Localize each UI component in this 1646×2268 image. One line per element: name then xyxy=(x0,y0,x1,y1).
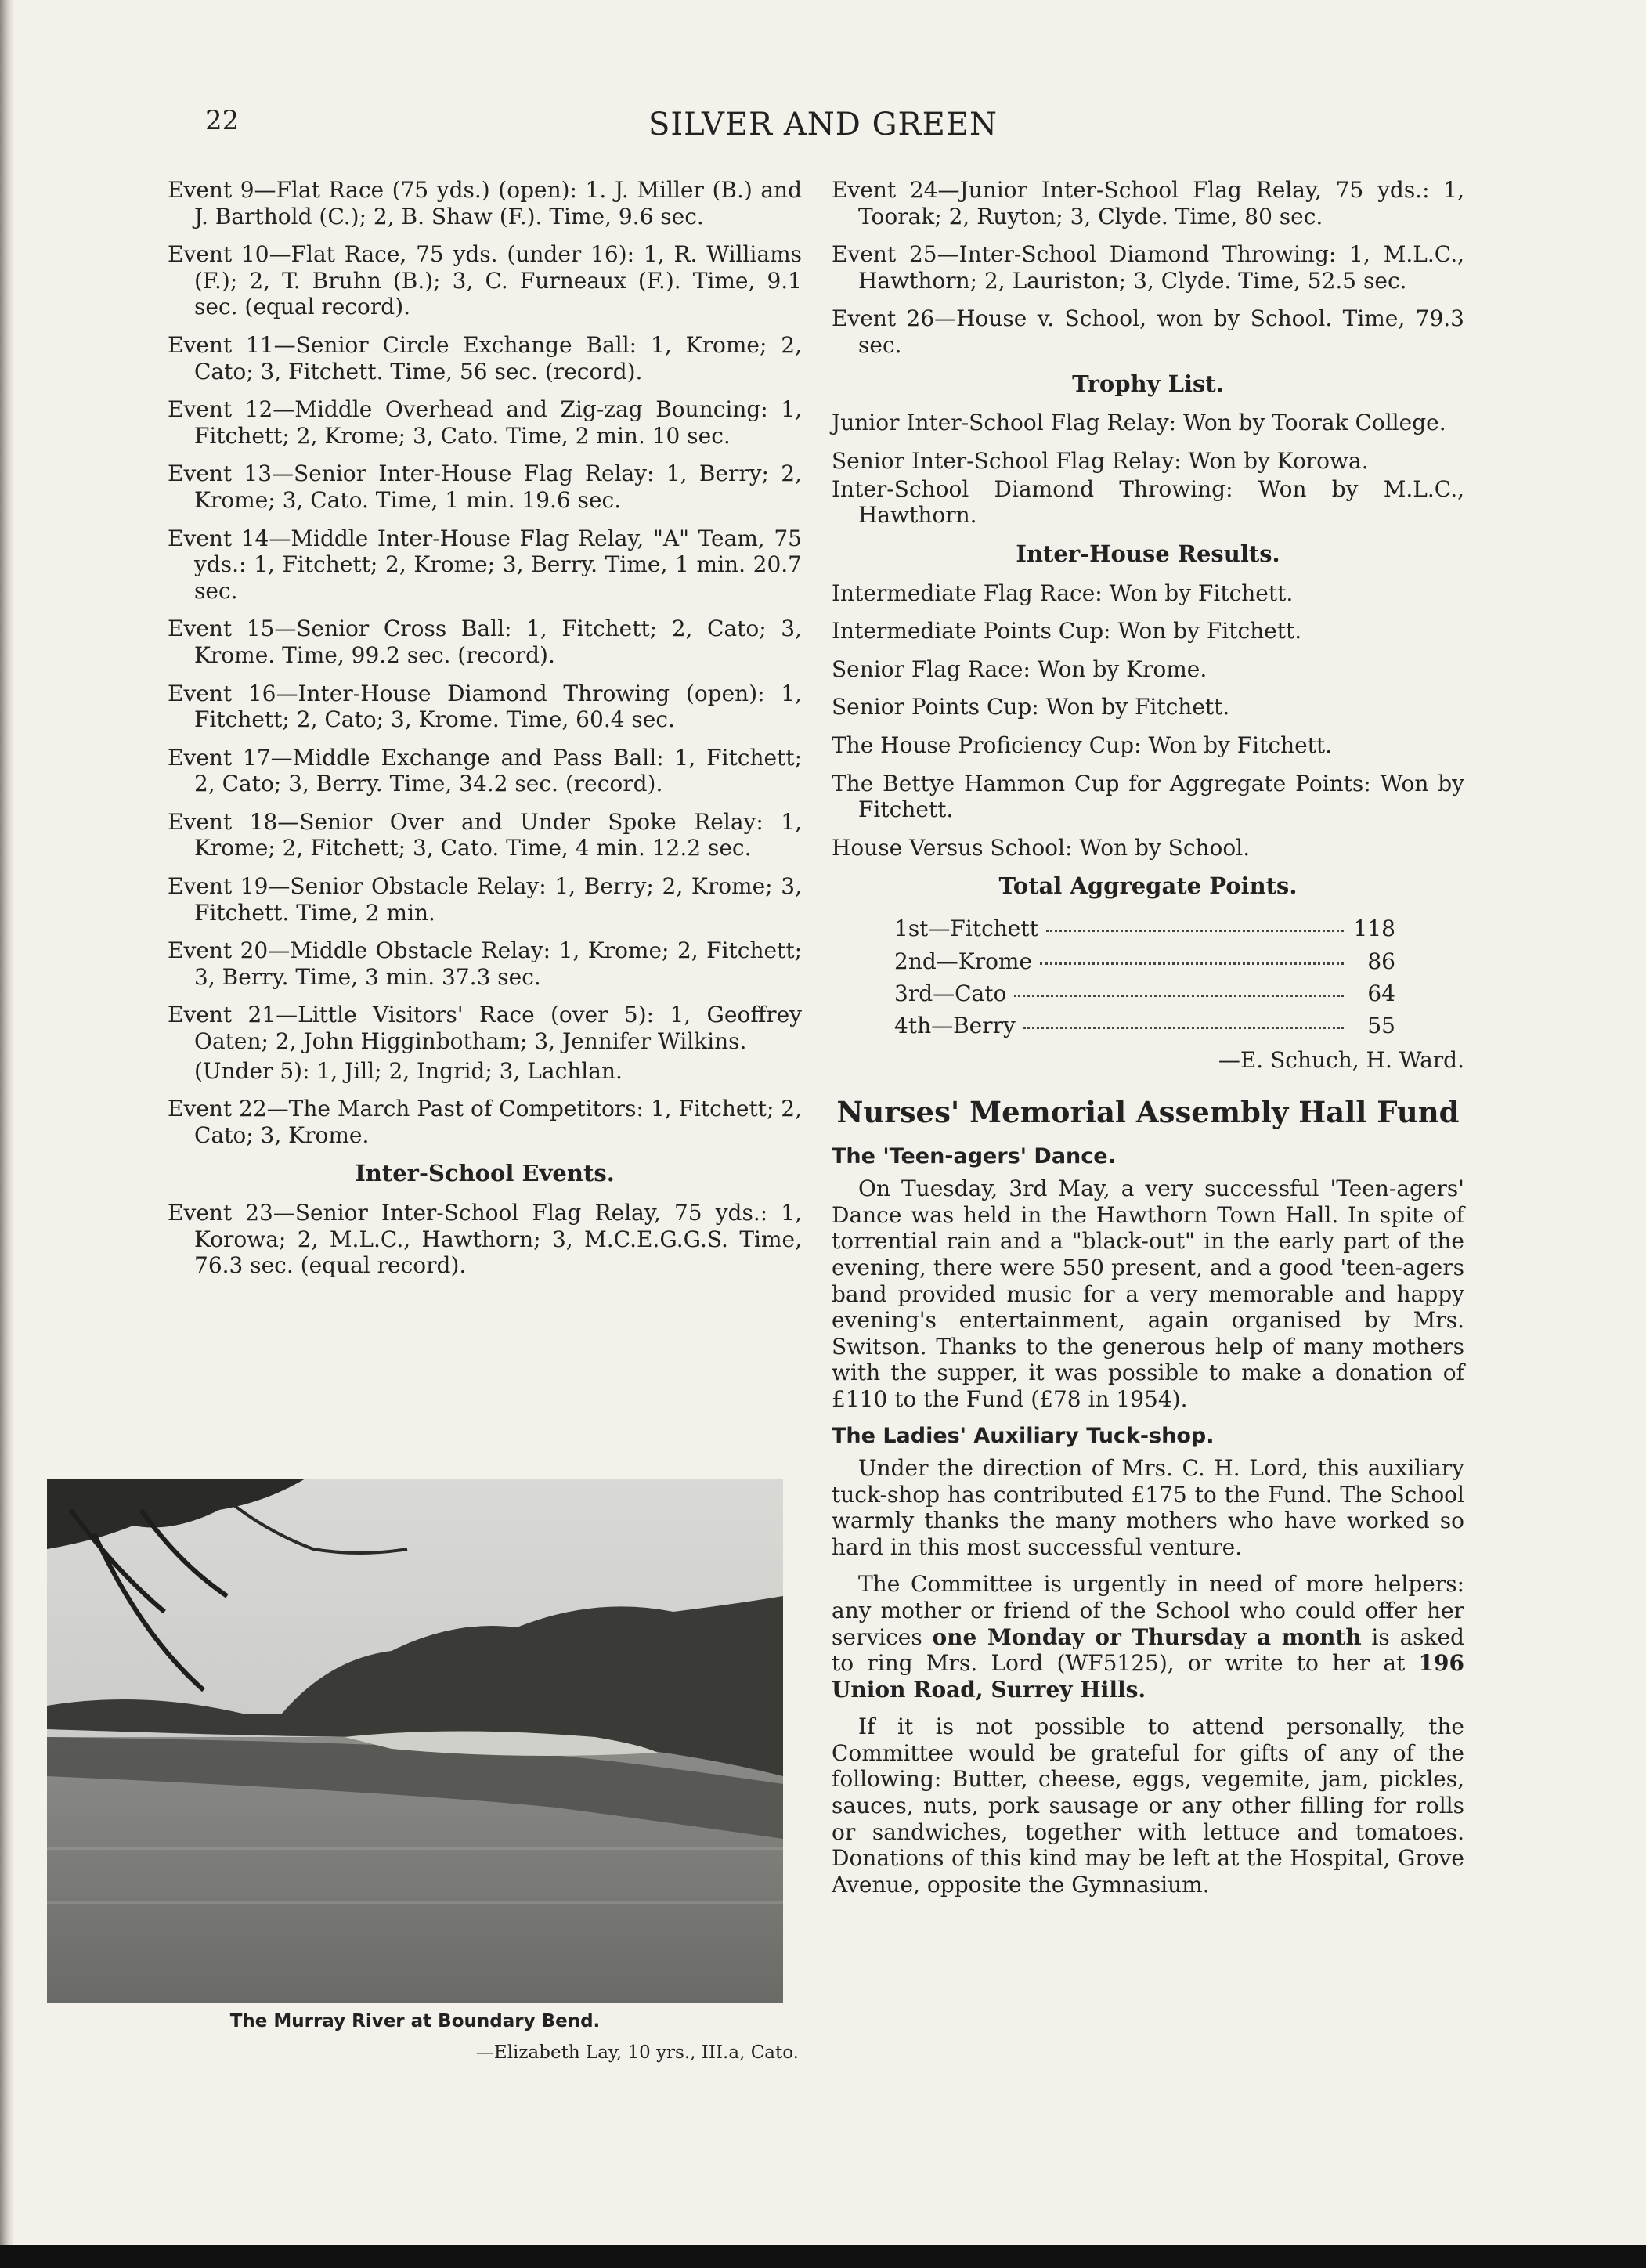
page-number: 22 xyxy=(205,105,240,136)
event-entry: Event 25—Inter-School Diamond Throwing: 1, M.L.C., Hawthorn; 2, Lauriston; 3, Clyde. Time, 52.5 sec. xyxy=(832,241,1464,294)
event-entry: Event 19—Senior Obstacle Relay: 1, Berry; 2, Krome; 3, Fitchett. Time, 2 min. xyxy=(168,873,802,926)
inter-house-entry: Senior Points Cup: Won by Fitchett. xyxy=(832,694,1230,720)
running-head-title: SILVER AND GREEN xyxy=(648,107,998,143)
inter-house-entry: The House Proficiency Cup: Won by Fitchett. xyxy=(832,731,1333,758)
dance-heading: The 'Teen-agers' Dance. xyxy=(832,1143,1116,1168)
event-entry: Event 16—Inter-House Diamond Throwing (open): 1, Fitchett; 2, Cato; 3, Krome. Time, 60.4 sec. xyxy=(168,680,802,733)
tuckshop-paragraph-gifts: If it is not possible to attend personally, the Committee would be grateful for gifts of any of the following: Butter, cheese, eggs, vegemite, jam, pickles, sauces, nuts, pork sausage or any other filling for rolls or sandwiches, together with lettuce and tomatoes. Donations of this kind may be left at the Hospital, Grove Avenue, opposite the Gymnasium. xyxy=(832,1714,1464,1898)
event-entry: Event 10—Flat Race, 75 yds. (under 16): 1, R. Williams (F.); 2, T. Bruhn (B.); 3, C. Furneaux (F.). Time, 9.1 sec. (equal record). xyxy=(168,241,802,320)
aggregate-points: 64 xyxy=(1367,980,1395,1006)
event-entry: Event 18—Senior Over and Under Spoke Relay: 1, Krome; 2, Fitchett; 3, Cato. Time, 4 min. 12.2 sec. xyxy=(168,808,802,861)
inter-house-heading: Inter-House Results. xyxy=(1016,540,1280,567)
leader-dots xyxy=(1040,945,1344,965)
event-entry: Event 15—Senior Cross Ball: 1, Fitchett; 2, Cato; 3, Krome. Time, 99.2 sec. (record). xyxy=(168,616,802,668)
page-spine-shadow xyxy=(0,0,14,2268)
trophy-entry: Inter-School Diamond Throwing: Won by M.L.C., Hawthorn. xyxy=(832,475,1464,529)
event-entry: Event 12—Middle Overhead and Zig-zag Bouncing: 1, Fitchett; 2, Krome; 3, Cato. Time, 2 min. 10 sec. xyxy=(168,396,802,449)
aggregate-row xyxy=(894,945,1395,977)
trophy-entry: Junior Inter-School Flag Relay: Won by Toorak College. xyxy=(832,410,1446,436)
aggregate-place: 2nd—Krome xyxy=(894,948,1033,974)
dance-paragraph: On Tuesday, 3rd May, a very successful 'Teen-agers' Dance was held in the Hawthorn Town Hall. In spite of torrential rain and a "black-out" in the early part of the evening, there were 550 present, and a good 'teen-agers band provided music for a very memorable and happy evening's entertainment, again organised by Mrs. Switson. Thanks to the generous help of many mothers with the supper, it was possible to make a donation of £110 to the Fund (£78 in 1954). xyxy=(832,1176,1464,1412)
event-entry: Event 11—Senior Circle Exchange Ball: 1, Krome; 2, Cato; 3, Fitchett. Time, 56 sec. (record). xyxy=(168,331,802,385)
event-entry: Event 21—Little Visitors' Race (over 5): 1, Geoffrey Oaten; 2, John Higginbotham; 3, Jennifer Wilkins. xyxy=(168,1002,802,1055)
aggregate-points: 55 xyxy=(1367,1013,1395,1039)
inter-house-entry: Senior Flag Race: Won by Krome. xyxy=(832,655,1207,682)
river-photo-image xyxy=(47,1479,783,2003)
tuckshop-paragraph: Under the direction of Mrs. C. H. Lord, this auxiliary tuck-shop has contributed £175 to the Fund. The School warmly thanks the many mothers who have worked so hard in this most successful venture. xyxy=(832,1454,1464,1560)
aggregate-place: 1st—Fitchett xyxy=(894,916,1038,942)
event-entry: Event 22—The March Past of Competitors: 1, Fitchett; 2, Cato; 3, Krome. xyxy=(168,1096,802,1148)
scan-edge xyxy=(0,2245,1646,2268)
murray-river-photo xyxy=(47,1479,783,2003)
event-entry: Event 13—Senior Inter-House Flag Relay: 1, Berry; 2, Krome; 3, Cato. Time, 1 min. 19.6 sec. xyxy=(168,460,802,513)
leader-dots xyxy=(1046,912,1344,932)
event-entry: Event 17—Middle Exchange and Pass Ball: 1, Fitchett; 2, Cato; 3, Berry. Time, 34.2 sec. (record). xyxy=(168,744,802,797)
helpers-text: The Committee is urgently in need of more helpers: any mother or friend of the School who could offer her services xyxy=(832,1571,1464,1650)
inter-house-entry: Intermediate Points Cup: Won by Fitchett. xyxy=(832,618,1302,645)
event-entry: Event 24—Junior Inter-School Flag Relay, 75 yds.: 1, Toorak; 2, Ruyton; 3, Clyde. Time, 80 sec. xyxy=(832,177,1464,229)
photo-caption: The Murray River at Boundary Bend. xyxy=(229,2011,601,2031)
aggregate-row xyxy=(894,912,1395,944)
aggregate-row xyxy=(894,1009,1395,1042)
helpers-days: one Monday or Thursday a month xyxy=(932,1623,1362,1650)
tuckshop-heading: The Ladies' Auxiliary Tuck-shop. xyxy=(832,1423,1215,1448)
photo-credit: —Elizabeth Lay, 10 yrs., III.a, Cato. xyxy=(475,2042,799,2063)
event-entry-subresult: (Under 5): 1, Jill; 2, Ingrid; 3, Lachlan. xyxy=(194,1057,623,1084)
inter-house-entry: Intermediate Flag Race: Won by Fitchett. xyxy=(832,580,1294,606)
helpers-address: 196 Union Road, Surrey Hills. xyxy=(832,1650,1464,1703)
inter-house-entry: The Bettye Hammon Cup for Aggregate Points: Won by Fitchett. xyxy=(832,770,1464,823)
aggregate-points: 118 xyxy=(1353,916,1395,942)
aggregate-heading: Total Aggregate Points. xyxy=(998,872,1298,900)
aggregate-place: 3rd—Cato xyxy=(894,980,1007,1006)
event-entry: Event 26—House v. School, won by School. Time, 79.3 sec. xyxy=(832,305,1464,358)
aggregate-row xyxy=(894,977,1395,1009)
event-entry: Event 23—Senior Inter-School Flag Relay, 75 yds.: 1, Korowa; 2, M.L.C., Hawthorn; 3, M.C.E.G.G.S. Time, 76.3 sec. (equal record). xyxy=(168,1200,802,1279)
trophy-list-heading: Trophy List. xyxy=(1072,370,1224,397)
inter-school-heading: Inter-School Events. xyxy=(355,1160,615,1187)
tuckshop-paragraph-helpers xyxy=(832,1571,1464,1703)
event-entry: Event 9—Flat Race (75 yds.) (open): 1. J. Miller (B.) and J. Barthold (C.); 2, B. Shaw (F.). Time, 9.6 sec. xyxy=(168,177,802,229)
helpers-text-contact: is asked to ring Mrs. Lord (WF5125), or write to her at xyxy=(832,1623,1464,1677)
inter-house-entry: House Versus School: Won by School. xyxy=(832,834,1251,861)
right-column xyxy=(832,177,1464,1909)
event-entry: Event 20—Middle Obstacle Relay: 1, Krome; 2, Fitchett; 3, Berry. Time, 3 min. 37.3 sec. xyxy=(168,937,802,990)
fund-heading: Nurses' Memorial Assembly Hall Fund xyxy=(836,1095,1460,1130)
aggregate-place: 4th—Berry xyxy=(894,1013,1016,1039)
left-column xyxy=(168,177,802,1291)
trophy-entry: Senior Inter-School Flag Relay: Won by Korowa. xyxy=(832,447,1369,474)
event-entry: Event 14—Middle Inter-House Flag Relay, "A" Team, 75 yds.: 1, Fitchett; 2, Krome; 3, Berry. Time, 1 min. 20.7 sec. xyxy=(168,525,802,604)
signature: —E. Schuch, H. Ward. xyxy=(1218,1046,1464,1073)
leader-dots xyxy=(1023,1009,1344,1029)
aggregate-points: 86 xyxy=(1367,948,1395,974)
leader-dots xyxy=(1014,977,1344,997)
aggregate-points-table xyxy=(894,912,1395,1042)
